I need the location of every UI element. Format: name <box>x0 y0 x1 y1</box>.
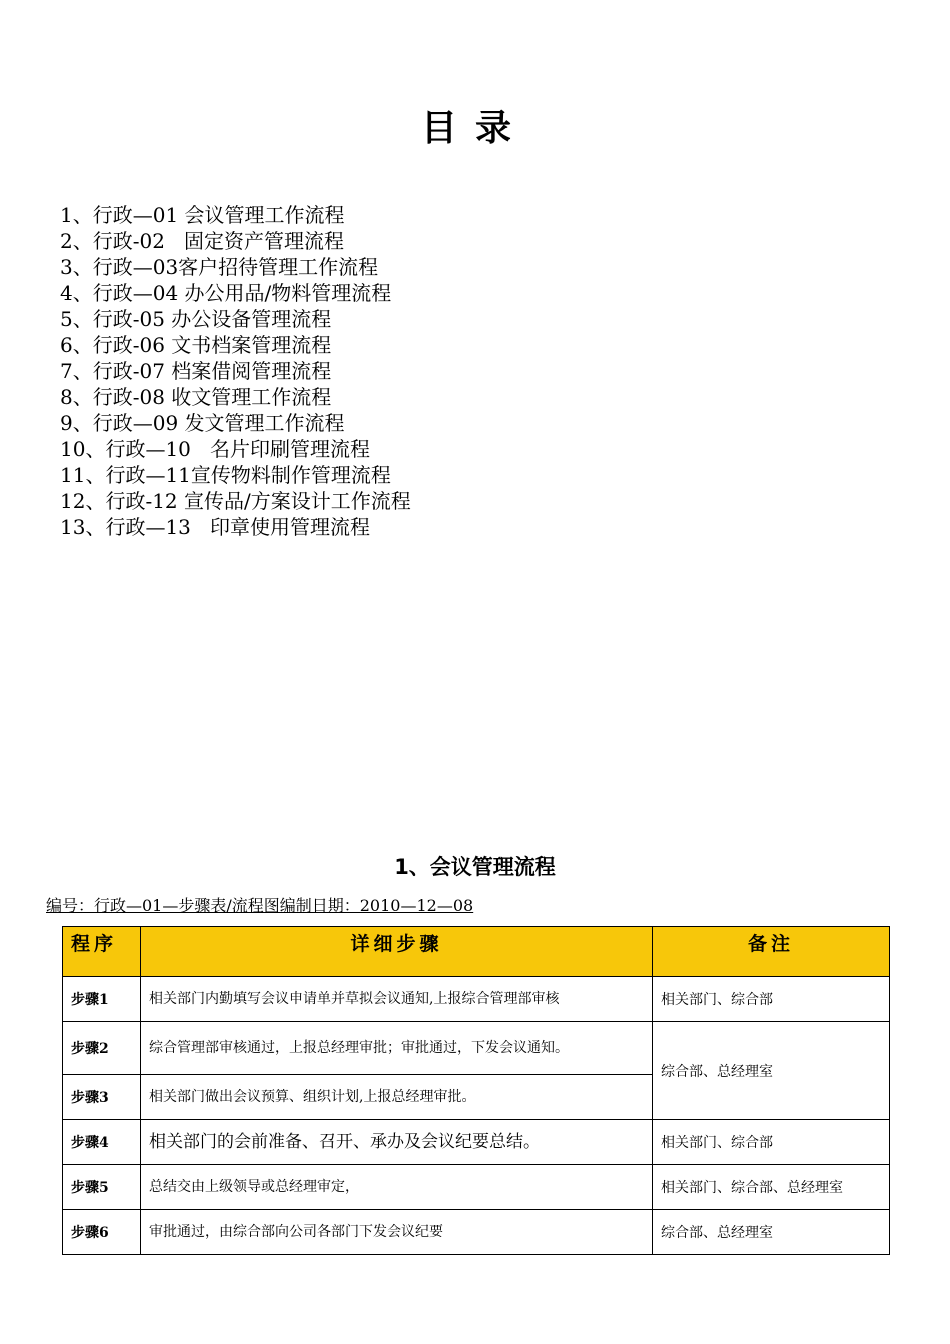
step-description: 相关部门的会前准备、召开、承办及会议纪要总结。 <box>141 1120 653 1165</box>
toc-item[interactable]: 5、行政-05 办公设备管理流程 <box>60 307 332 331</box>
step-label: 步骤2 <box>63 1022 141 1075</box>
table-row <box>63 1120 890 1165</box>
header-procedure: 程序 <box>63 927 141 977</box>
step-department: 相关部门、综合部、总经理室 <box>653 1165 890 1210</box>
step-department: 综合部、总经理室 <box>653 1022 890 1120</box>
table-row <box>63 1022 890 1075</box>
toc-item[interactable]: 7、行政-07 档案借阅管理流程 <box>60 359 332 383</box>
toc-item[interactable]: 6、行政-06 文书档案管理流程 <box>60 333 332 357</box>
step-label: 步骤3 <box>63 1075 141 1120</box>
step-description: 相关部门做出会议预算、组织计划,上报总经理审批。 <box>141 1075 653 1120</box>
document-code-line: 编号：行政—01—步骤表/流程图编制日期：2010—12—08 <box>46 896 474 915</box>
step-label: 步骤6 <box>63 1210 141 1255</box>
toc-item[interactable]: 10、行政—10 名片印刷管理流程 <box>60 437 370 461</box>
toc-title: 目录 <box>420 108 529 149</box>
step-department: 相关部门、综合部 <box>653 977 890 1022</box>
toc-item[interactable]: 11、行政—11宣传物料制作管理流程 <box>60 463 391 487</box>
toc-list <box>60 202 411 540</box>
step-department: 相关部门、综合部 <box>653 1120 890 1165</box>
toc-item[interactable]: 9、行政—09 发文管理工作流程 <box>60 411 345 435</box>
step-label: 步骤1 <box>63 977 141 1022</box>
step-description: 总结交由上级领导或总经理审定， <box>141 1165 653 1210</box>
toc-item[interactable]: 2、行政-02 固定资产管理流程 <box>60 229 345 253</box>
step-description: 综合管理部审核通过，上报总经理审批；审批通过，下发会议通知。 <box>141 1022 653 1075</box>
section-title: 1、会议管理流程 <box>394 855 556 879</box>
toc-item[interactable]: 4、行政—04 办公用品/物料管理流程 <box>60 281 392 305</box>
table-row <box>63 977 890 1022</box>
step-department: 综合部、总经理室 <box>653 1210 890 1255</box>
toc-item[interactable]: 3、行政—03客户招待管理工作流程 <box>60 255 379 279</box>
step-label: 步骤4 <box>63 1120 141 1165</box>
table-row <box>63 1210 890 1255</box>
table-row <box>63 1165 890 1210</box>
process-steps-table <box>62 926 890 1255</box>
toc-item[interactable]: 1、行政—01 会议管理工作流程 <box>60 203 345 227</box>
step-label: 步骤5 <box>63 1165 141 1210</box>
toc-item[interactable]: 8、行政-08 收文管理工作流程 <box>60 385 332 409</box>
toc-item[interactable]: 12、行政-12 宣传品/方案设计工作流程 <box>60 489 411 513</box>
step-description: 相关部门内勤填写会议申请单并草拟会议通知,上报综合管理部审核 <box>141 977 653 1022</box>
header-remarks: 备注 <box>653 927 890 977</box>
header-detailed-steps: 详细步骤 <box>141 927 653 977</box>
table-header-row <box>63 927 890 977</box>
toc-item[interactable]: 13、行政—13 印章使用管理流程 <box>60 515 370 539</box>
step-description: 审批通过，由综合部向公司各部门下发会议纪要 <box>141 1210 653 1255</box>
